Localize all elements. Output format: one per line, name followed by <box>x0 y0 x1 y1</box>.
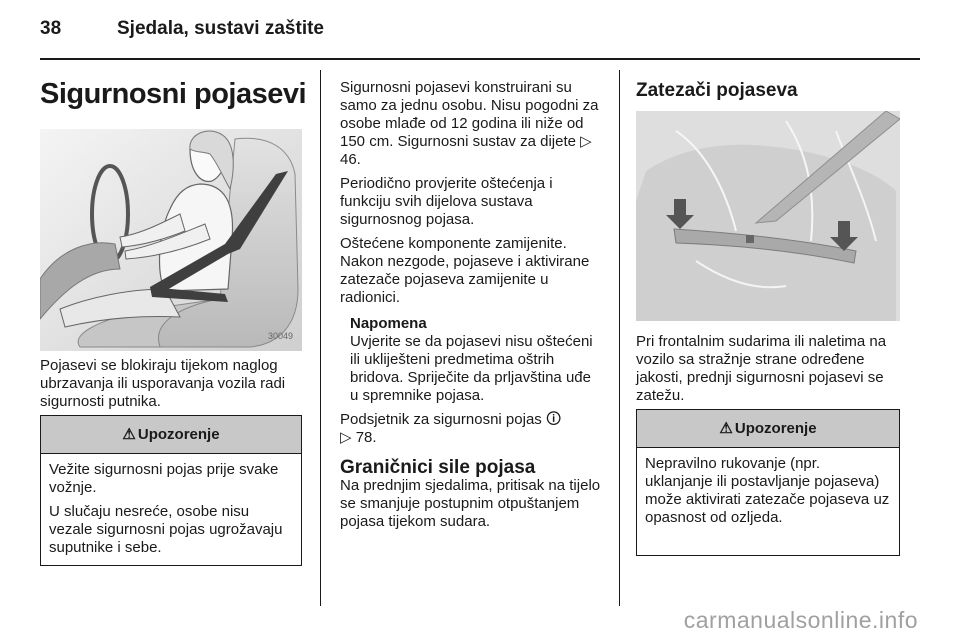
figure-code: 30049 <box>268 331 294 341</box>
paragraph: Na prednjim sjedalima, pritisak na tijelo se smanjuje postupnim otpuštanjem pojasa tijekom sudara. <box>340 477 601 530</box>
header-rule <box>40 58 920 60</box>
blocking-paragraph: Pojasevi se blokiraju tijekom naglog ubrzavanja ili usporavanja vozila radi sigurnosti putnika. <box>40 357 286 410</box>
note-block <box>350 315 602 405</box>
paragraph: Sigurnosni pojasevi konstruirani su samo za jednu osobu. Nisu pogodni za osobe mlađe od 12 godina ili niže od 150 cm. Sigurnosni sustav za dijete ▷ 46. <box>340 79 599 168</box>
reference-arrow-icon: ▷ <box>580 133 592 150</box>
column-separator-2 <box>619 70 620 606</box>
section-heading: Sigurnosni pojasevi <box>40 78 307 110</box>
seated-driver-illustration <box>40 129 302 351</box>
watermark: carmanualsonline.info <box>683 607 918 633</box>
column-separator-1 <box>320 70 321 606</box>
paragraph: Periodično provjerite oštećenja i funkciju svih dijelova sustava sigurnosnog pojasa. <box>340 175 553 228</box>
page-number: 38 <box>40 18 62 39</box>
page-header <box>40 18 920 48</box>
warning-header: ⚠ Upozorenje <box>637 410 899 448</box>
warning-text: U slučaju nesreće, osobe nisu vezale sigurnosni pojas ugrožavaju suputnike i sebe. <box>49 503 283 556</box>
subsection-heading: Graničnici sile pojasa <box>340 457 536 478</box>
warning-text: Vežite sigurnosni pojas prije svake vožnje. <box>49 461 279 496</box>
note-text: Uvjerite se da pojasevi nisu oštećeni ili ukliješteni predmetima oštrih bridova. Spriječite da prljavština uđe u spremnike pojasa. <box>350 333 593 404</box>
warning-triangle-icon: ⚠ <box>122 426 136 443</box>
warning-box-2 <box>636 409 900 556</box>
note-title: Napomena <box>350 315 427 332</box>
warning-text: Nepravilno rukovanje (npr. uklanjanje ili postavljanje pojaseva) može aktivirati zatezače pojaseva uz opasnost od ozljeda. <box>645 455 890 526</box>
warning-box-1 <box>40 415 302 566</box>
warning-triangle-icon: ⚠ <box>719 420 733 437</box>
section-title: Sjedala, sustavi zaštite <box>117 18 324 39</box>
warning-header: ⚠ Upozorenje <box>41 416 301 454</box>
subsection-heading: Zatezači pojaseva <box>636 80 798 101</box>
pretensioner-paragraph: Pri frontalnim sudarima ili naletima na vozilo sa stražnje strane određene jakosti, prednji sigurnosni pojasevi se zatežu. <box>636 333 887 404</box>
paragraph: Podsjetnik za sigurnosni pojas 🛈 ▷ 78. <box>340 411 562 446</box>
paragraph: Oštećene komponente zamijenite. Nakon nezgode, pojaseve i aktivirane zatezače pojaseva zamijenite u radionici. <box>340 235 590 306</box>
belt-pretensioner-illustration <box>636 111 900 321</box>
seatbelt-icon: 🛈 <box>545 411 562 428</box>
reference-arrow-icon: ▷ <box>340 429 352 446</box>
